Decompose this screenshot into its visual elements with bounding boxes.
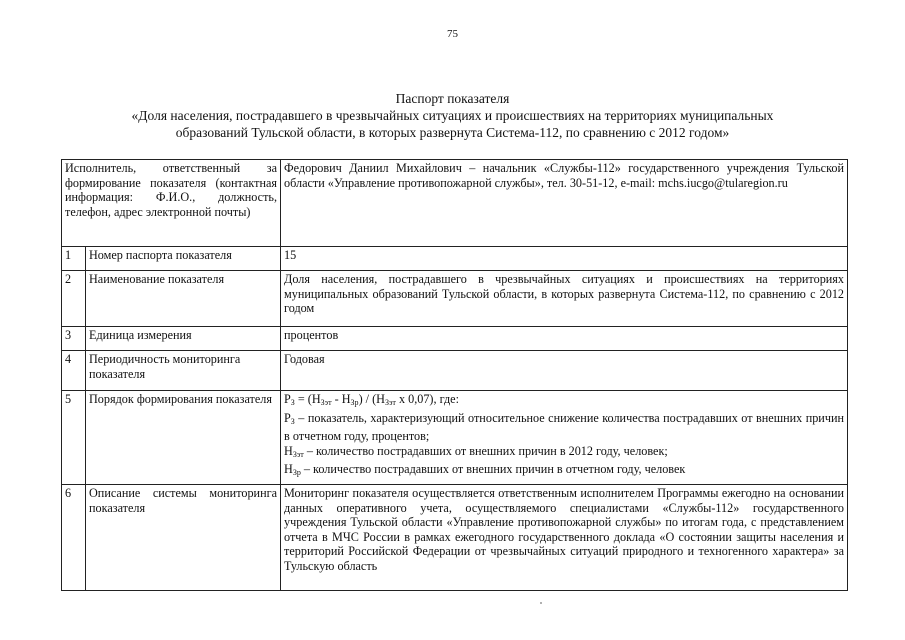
- row-number: 4: [62, 351, 86, 391]
- executor-value: Федорович Даниил Михайлович – начальник «Службы-112» государственного учреждения Тульской области «Управление противопожарной службы», тел. 30-51-12, e-mail: mchs.iucgo@tularegion.ru: [281, 160, 848, 247]
- table-row: [62, 391, 848, 485]
- row-number: 5: [62, 391, 86, 485]
- row-value: Доля населения, пострадавшего в чрезвычайных ситуациях и происшествиях на территориях муниципальных образований Тульской области, в которых развернута Система-112, по сравнению с 2012 годом: [281, 271, 848, 327]
- row-value: Мониторинг показателя осуществляется ответственным исполнителем Программы ежегодно на основании данных оперативного учета, осуществляемого специалистами «Службы-112» государственного учреждения Тульской области «Управление противопожарной службы» по итогам года, с представлением отчета в МЧС России в рамках ежегодного государственного доклада «О состоянии защиты населения и территорий Российской Федерации от чрезвычайных ситуаций природного и техногенного характера» за Тульскую область: [281, 484, 848, 590]
- definition-n-report: $Н_{Зр}$ – количество пострадавших от внешних причин в отчетном году, человек: [284, 462, 686, 478]
- formula-line: $Р_З = (Н_{Зэт} - Н_{Зр}) / (Н_{Зэт}$ х 0,07), где:: [284, 392, 459, 407]
- executor-label: Исполнитель, ответственный за формирование показателя (контактная информация: Ф.И.О., должность, телефон, адрес электронной почты): [62, 160, 281, 247]
- title-indicator-line-2: образований Тульской области, в которых развернута Система-112, по сравнению с 2012 годом»: [175, 125, 730, 140]
- row-label: Порядок формирования показателя: [86, 391, 281, 485]
- table-row-executor: [62, 160, 848, 247]
- row-value: Годовая: [281, 351, 848, 391]
- passport-table: [61, 159, 848, 591]
- table-row: [62, 271, 848, 327]
- row-number: 3: [62, 327, 86, 351]
- row-label: Описание системы мониторинга показателя: [86, 484, 281, 590]
- row-label: Номер паспорта показателя: [86, 247, 281, 271]
- definition-p: $Р_З$ – показатель, характеризующий относительное снижение количества пострадавших от внешних причин в отчетном году, процентов;: [284, 410, 845, 444]
- row-value: [281, 391, 848, 485]
- title-heading: Паспорт показателя: [395, 91, 510, 106]
- page-number: 75: [447, 28, 458, 40]
- definition-n-base: $Н_{Зэт}$ – количество пострадавших от внешних причин в 2012 году, человек;: [284, 443, 668, 459]
- scan-dot: [540, 602, 542, 604]
- row-label: Наименование показателя: [86, 271, 281, 327]
- row-label: Единица измерения: [86, 327, 281, 351]
- row-number: 6: [62, 484, 86, 590]
- row-number: 2: [62, 271, 86, 327]
- row-label: Периодичность мониторинга показателя: [86, 351, 281, 391]
- document-title: [60, 90, 845, 141]
- row-value: 15: [281, 247, 848, 271]
- table-row: [62, 484, 848, 590]
- table-row: [62, 327, 848, 351]
- title-indicator-line-1: «Доля населения, пострадавшего в чрезвычайных ситуациях и происшествиях на территориях муниципальных: [131, 108, 774, 123]
- table-row: [62, 351, 848, 391]
- table-row: [62, 247, 848, 271]
- row-value: процентов: [281, 327, 848, 351]
- row-number: 1: [62, 247, 86, 271]
